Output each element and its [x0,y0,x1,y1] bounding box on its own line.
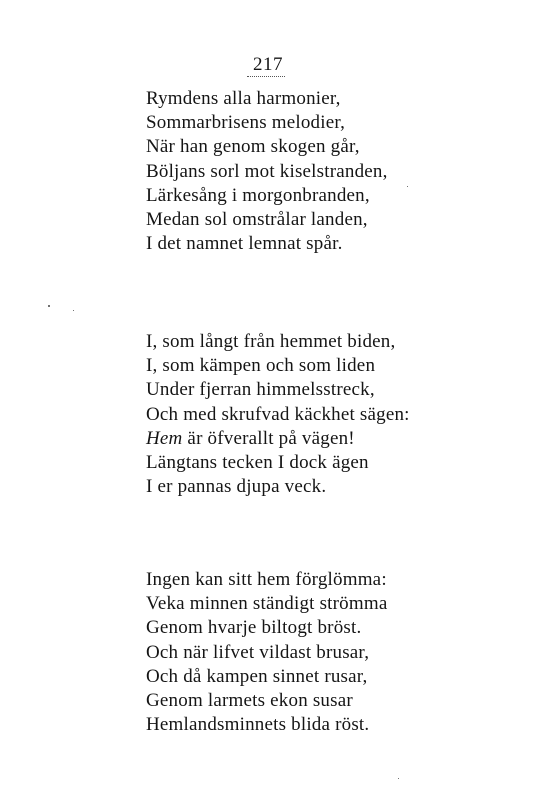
verse-line: När han genom skogen går, [146,136,360,158]
print-speck [73,310,74,311]
page-number: 217 [253,54,283,75]
verse-line: Och då kampen sinnet rusar, [146,665,368,687]
verse-line: I, som kämpen och som liden [146,355,376,377]
verse-line: Sommarbrisens melodier, [146,112,346,134]
print-speck [398,778,399,779]
stanza-3 [146,568,446,737]
verse-line-rest: är öfverallt på vägen! [182,427,355,449]
verse-line: Lärkesång i morgonbranden, [146,184,370,206]
print-speck [48,305,50,307]
verse-line: I, som långt från hemmet biden, [146,331,396,352]
emphasized-word: Hem [146,427,183,449]
stanza-2 [146,330,446,499]
verse-line: I er pannas djupa veck. [146,476,327,498]
verse-line: Och med skrufvad käckhet sägen: [146,403,410,425]
verse-line: Genom hvarje biltogt bröst. [146,617,362,639]
verse-line: Genom larmets ekon susar [146,690,353,712]
verse-line: Under fjerran himmelsstreck, [146,379,375,401]
stanza-1 [146,87,446,256]
verse-line: Hemlandsminnets blida röst. [146,714,370,736]
verse-line [146,427,446,451]
verse-line: Veka minnen ständigt strömma [146,593,388,615]
page-number-rule [247,76,285,77]
verse-line: Ingen kan sitt hem förglömma: [146,569,387,590]
verse-line: Rymdens alla harmonier, [146,88,341,109]
verse-line: Och när lifvet vildast brusar, [146,641,370,663]
verse-line: Medan sol omstrålar landen, [146,209,368,231]
print-speck [407,186,408,187]
verse-line: I det namnet lemnat spår. [146,233,343,255]
verse-line: Böljans sorl mot kiselstranden, [146,160,388,182]
verse-line: Längtans tecken I dock ägen [146,452,369,474]
